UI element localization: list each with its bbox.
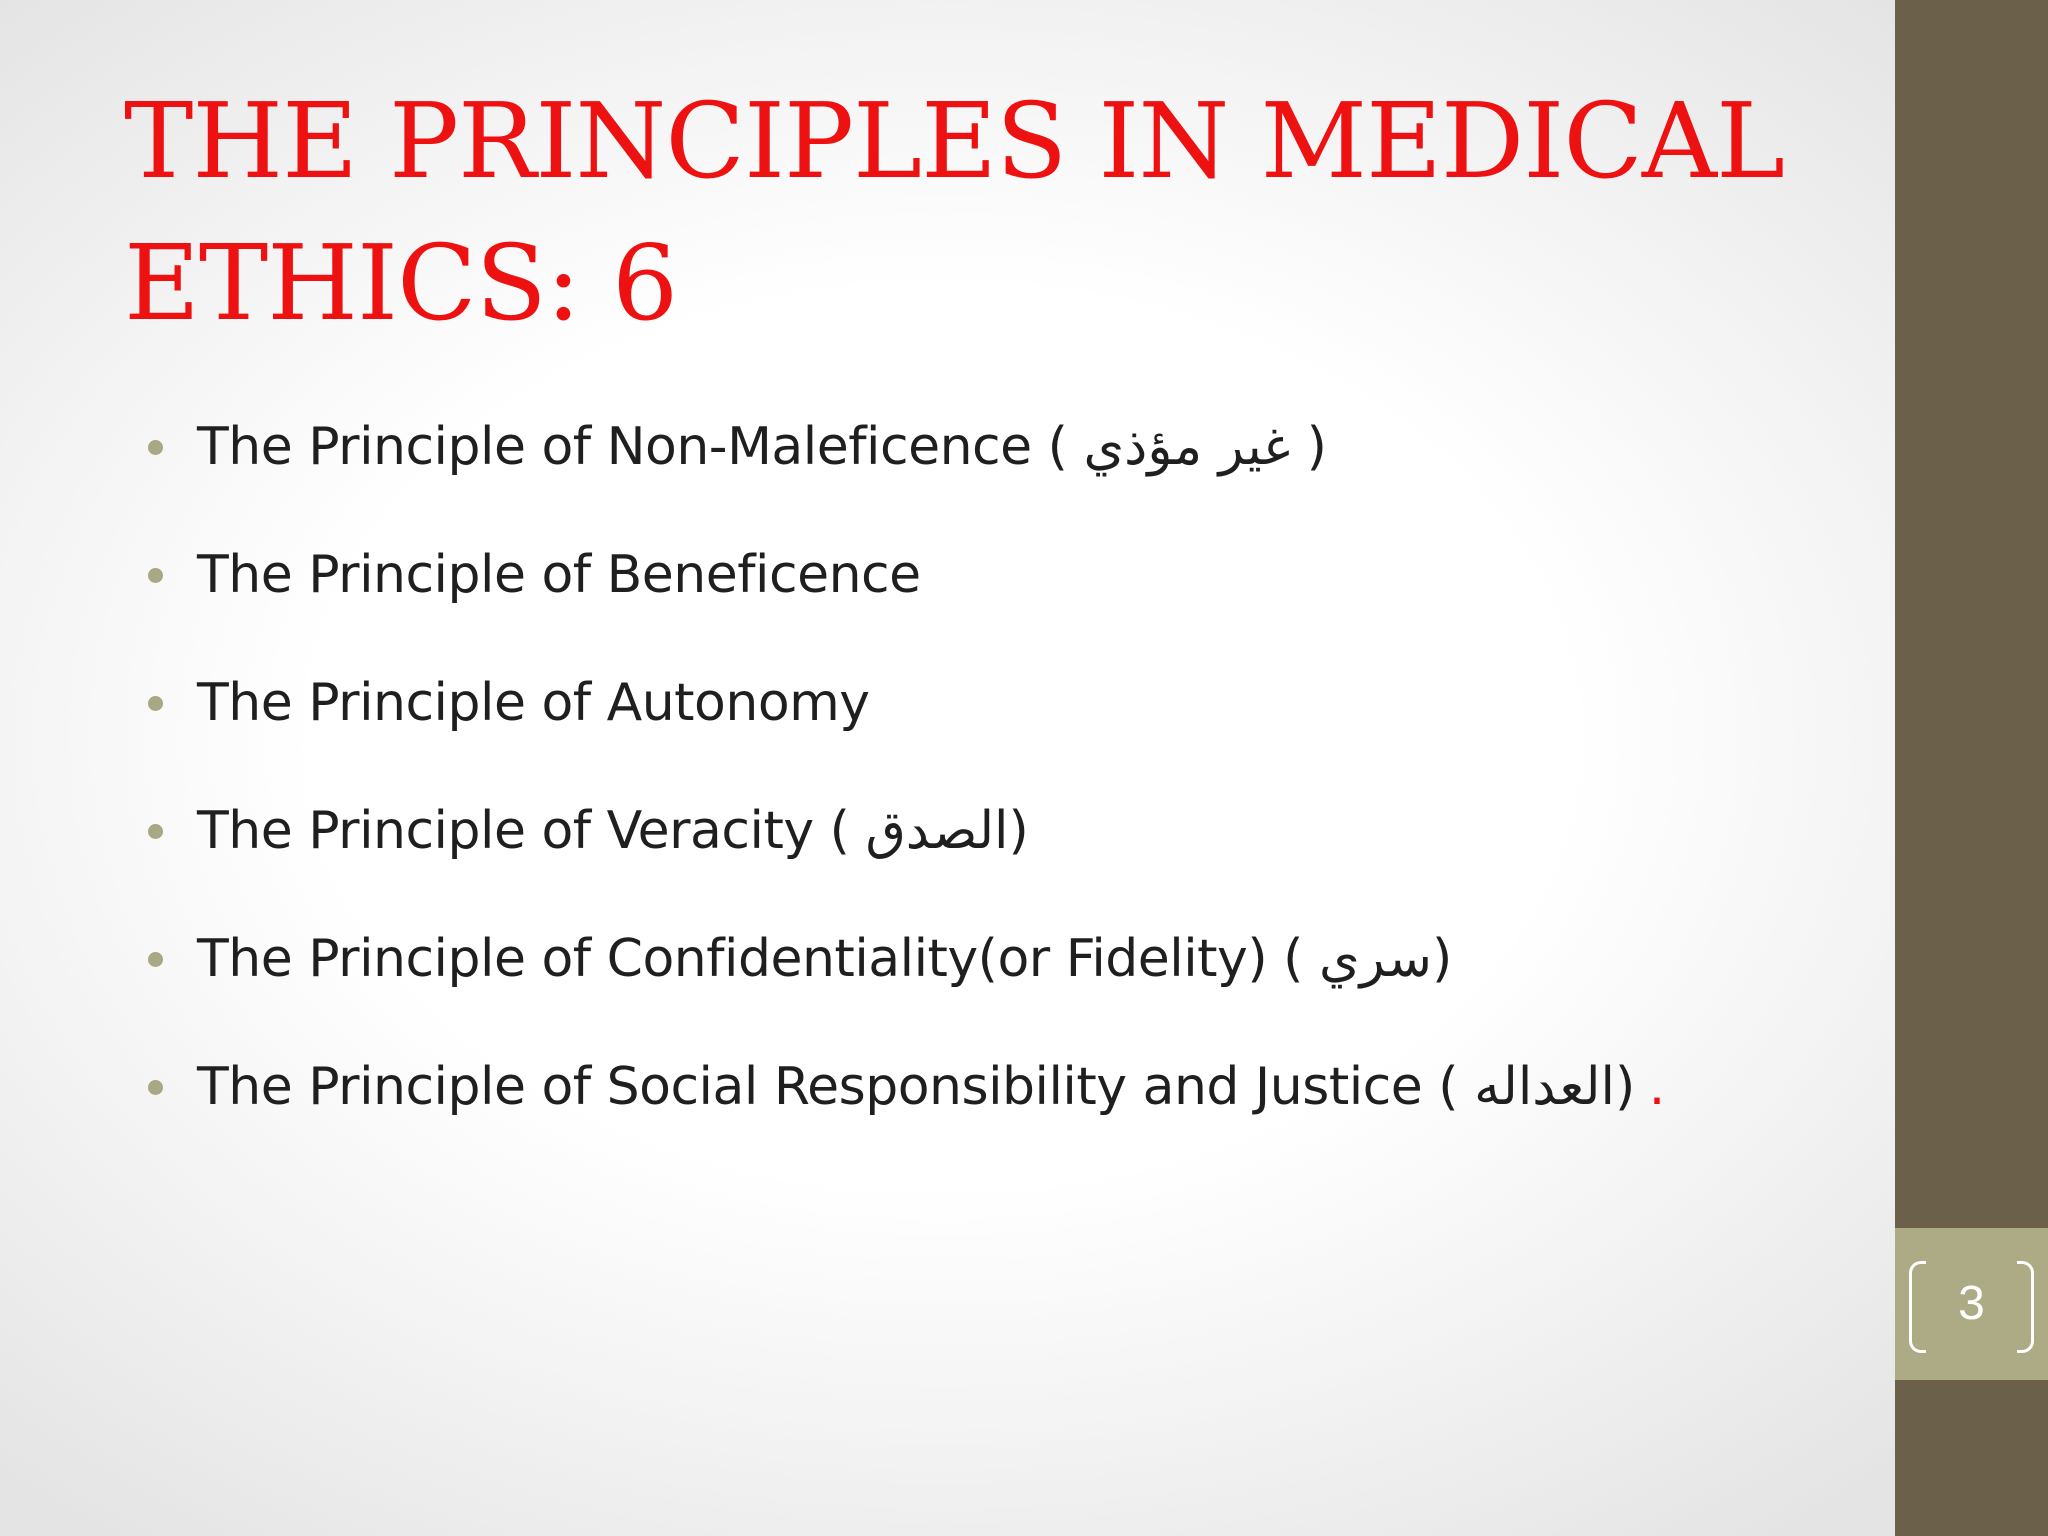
slide-title: THE PRINCIPLES IN MEDICAL ETHICS: 6 [124, 80, 1785, 344]
arabic-translation: غير مؤذي [1083, 417, 1291, 477]
list-item-text [197, 410, 1326, 484]
right-bracket-icon [2017, 1261, 2034, 1353]
list-item-text [197, 666, 870, 740]
bullet-icon [148, 696, 163, 711]
item-tail: ) [1614, 1057, 1635, 1117]
page-number-box [1895, 1228, 2048, 1380]
item-label: The Principle of Confidentiality(or Fidelity) ( [197, 929, 1319, 989]
list-item-non-maleficence [148, 410, 1665, 538]
list-item-text [197, 794, 1028, 868]
arabic-translation: الصدق [865, 801, 1009, 861]
arabic-translation: سري [1318, 929, 1432, 989]
bullet-icon [148, 1080, 163, 1095]
list-item-autonomy [148, 666, 1665, 794]
item-tail: ) [1008, 801, 1029, 861]
bullet-icon [148, 952, 163, 967]
item-label: The Principle of Autonomy [197, 673, 870, 733]
list-item-text [197, 538, 921, 612]
arabic-translation: العداله [1474, 1057, 1615, 1117]
end-mark: . [1648, 1057, 1665, 1117]
item-label: The Principle of Beneficence [197, 545, 921, 605]
list-item-social-responsibility [148, 1050, 1665, 1178]
item-label: The Principle of Non-Maleficence ( [197, 417, 1084, 477]
page-number: 3 [1958, 1277, 1985, 1330]
bullet-icon [148, 568, 163, 583]
list-item-beneficence [148, 538, 1665, 666]
bullet-icon [148, 440, 163, 455]
item-tail: ) [1290, 417, 1327, 477]
item-label: The Principle of Veracity ( [197, 801, 866, 861]
list-item-text [197, 1050, 1665, 1124]
bullet-icon [148, 824, 163, 839]
list-item-veracity [148, 794, 1665, 922]
list-item-text [197, 922, 1452, 996]
principles-list [148, 410, 1665, 1178]
list-item-confidentiality [148, 922, 1665, 1050]
item-tail: ) [1431, 929, 1452, 989]
item-label: The Principle of Social Responsibility and Justice ( [197, 1057, 1475, 1117]
